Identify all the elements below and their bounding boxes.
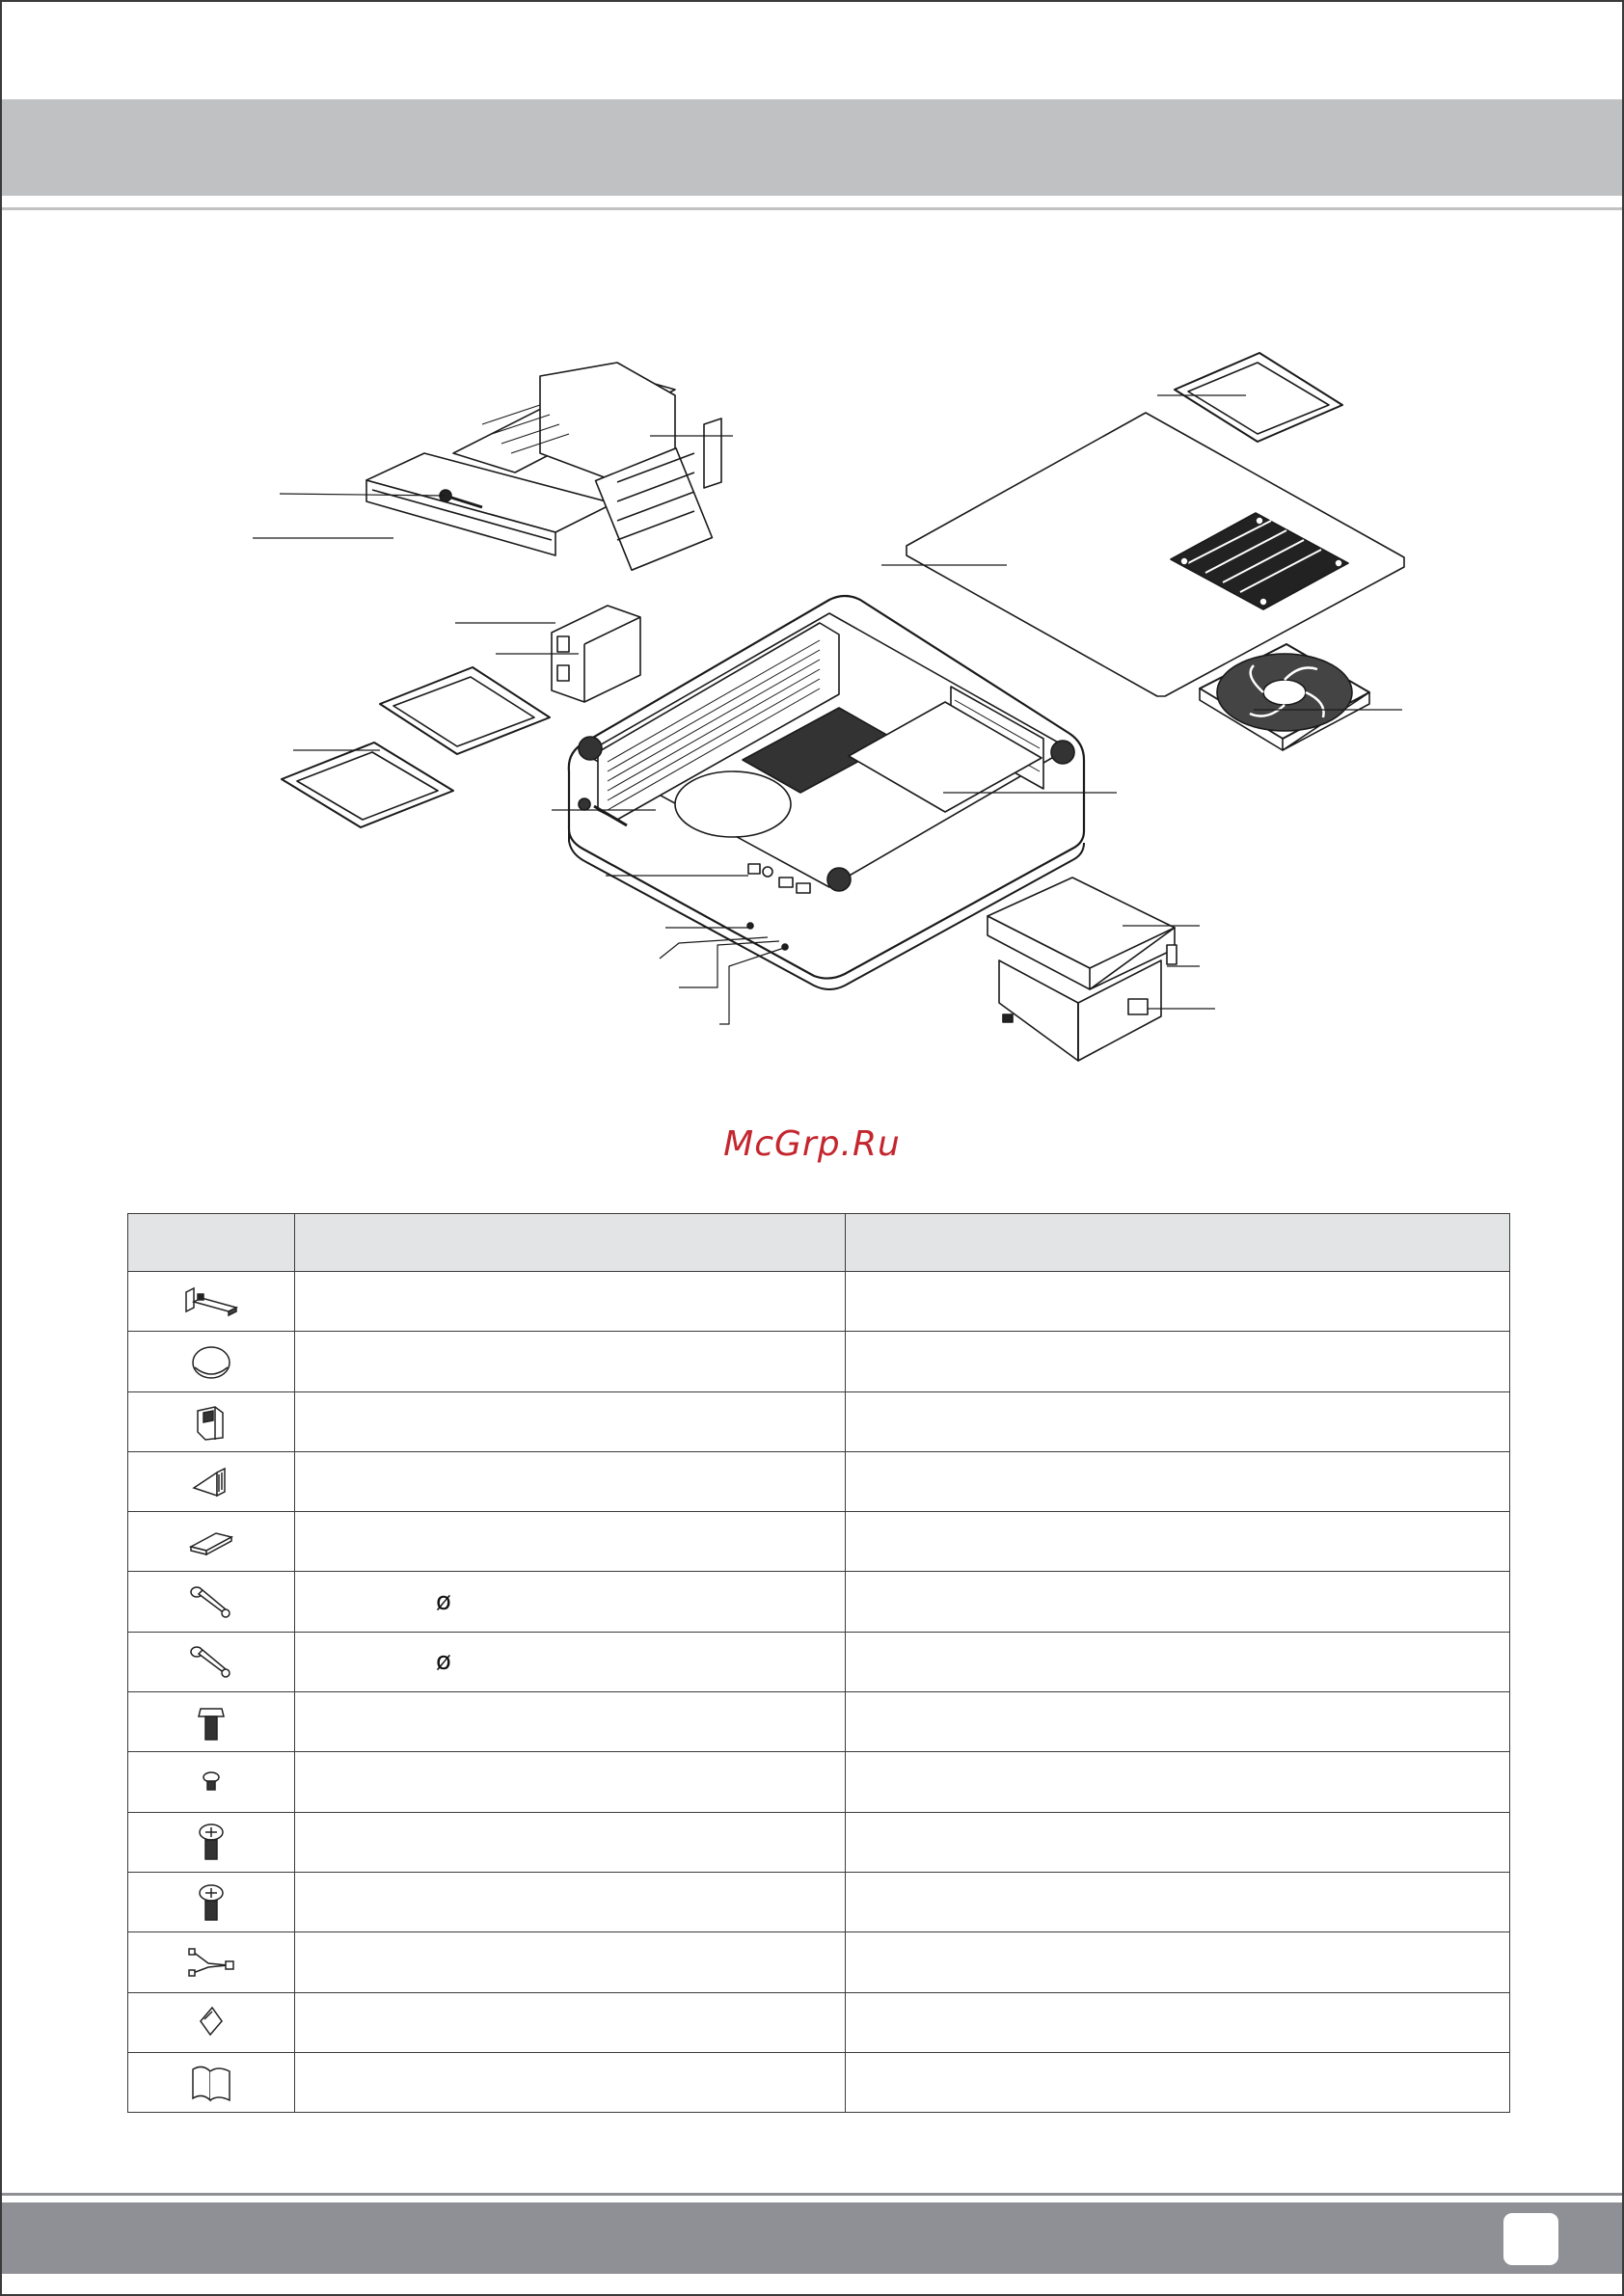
watermark: McGrp.Ru [723, 1124, 901, 1164]
hex-screw-icon [195, 1701, 228, 1743]
wedge-icon [188, 1463, 234, 1501]
table-row [128, 2052, 1510, 2112]
y-cable-icon [187, 1946, 235, 1979]
table-row [128, 1391, 1510, 1451]
footer-band [2, 2202, 1622, 2274]
table-row [128, 1992, 1510, 2052]
table-row [128, 1752, 1510, 1812]
diameter-symbol: ø [436, 1587, 451, 1617]
header-cell [846, 1214, 1510, 1272]
manual-icon [189, 2062, 233, 2104]
phillips-screw-icon [195, 1821, 228, 1863]
pin-screw-icon [187, 1642, 235, 1681]
table-row [128, 1512, 1510, 1572]
pin-screw-icon [187, 1582, 235, 1621]
footer-rule [2, 2193, 1622, 2196]
table-row [128, 1812, 1510, 1872]
diameter-symbol: ø [436, 1647, 451, 1677]
phillips-screw-icon [195, 1881, 228, 1924]
table-row [128, 1632, 1510, 1691]
rubber-foot-icon [187, 1342, 235, 1381]
table-row [128, 1872, 1510, 1931]
pad-icon [185, 1526, 237, 1558]
table-header-row [128, 1214, 1510, 1272]
top-cover-panel [907, 413, 1404, 696]
cable-tie-icon [195, 2004, 228, 2040]
page-number-box [1503, 2213, 1558, 2265]
table-row [128, 1272, 1510, 1332]
table-row [128, 1932, 1510, 1992]
exploded-diagram [0, 0, 1624, 1080]
dust-filters-left [282, 667, 550, 827]
small-screw-icon [200, 1769, 223, 1796]
table-row [128, 1572, 1510, 1632]
header-cell [128, 1214, 295, 1272]
table-row [128, 1332, 1510, 1391]
clip-icon [190, 1401, 232, 1442]
table-row [128, 1692, 1510, 1752]
table-row [128, 1451, 1510, 1511]
top-dust-filter [1175, 353, 1342, 442]
power-supply [988, 878, 1177, 1061]
header-cell [295, 1214, 846, 1272]
accessories-table [127, 1213, 1510, 2113]
bracket-icon [182, 1283, 240, 1321]
drive-cage-assembly [366, 363, 721, 570]
